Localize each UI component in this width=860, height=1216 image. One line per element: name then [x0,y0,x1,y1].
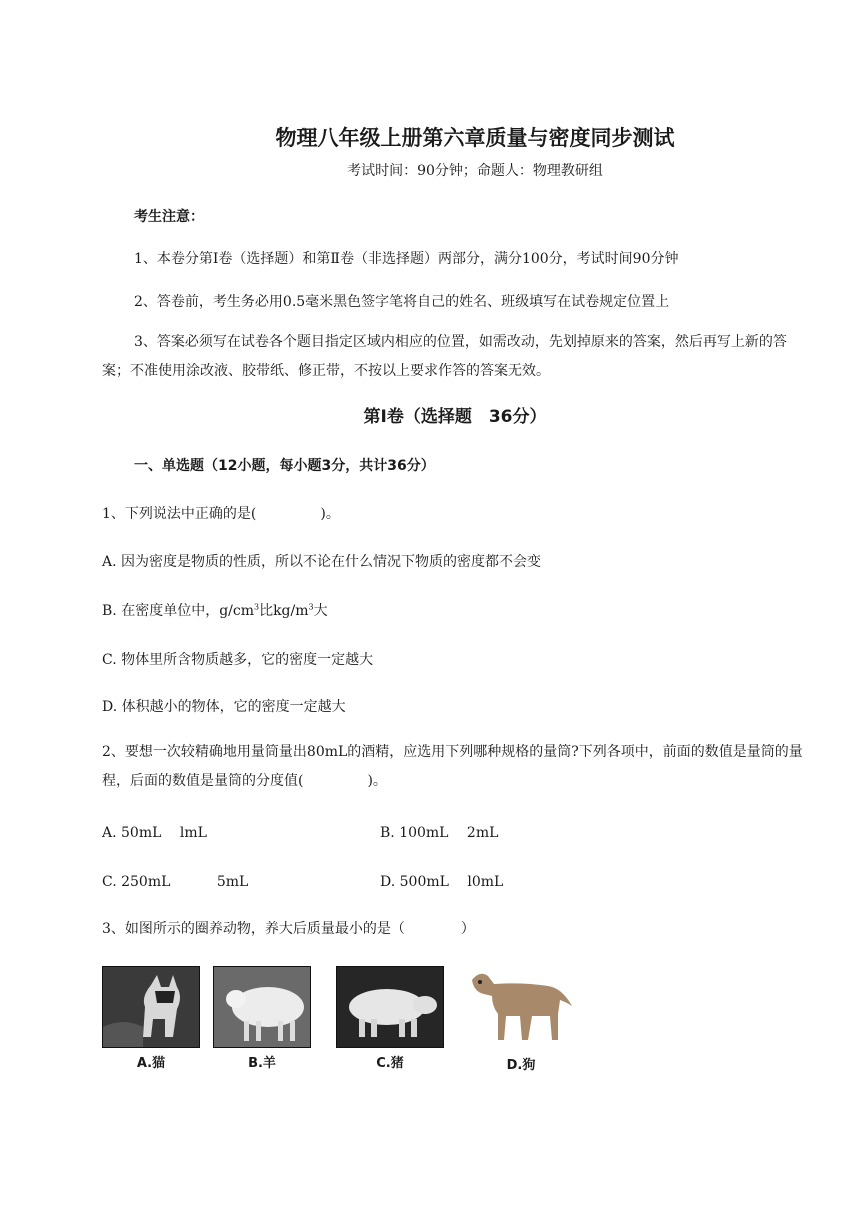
question-1-option-c: C. 物体里所含物质越多，它的密度一定越大 [102,652,374,668]
question-1-option-d: D. 体积越小的物体，它的密度一定越大 [102,699,346,715]
cat-icon [103,967,199,1047]
notice-item-2: 2、答卷前，考生务必用0.5毫米黑色签字笔将自己的姓名、班级填写在试卷规定位置上 [134,294,670,310]
pig-icon [337,967,443,1047]
question-1-stem-close: )。 [320,506,340,522]
part-title: 一、单选题（12小题，每小题3分，共计36分） [134,458,435,474]
animal-option-d [462,966,580,1073]
option-b-part1: B. 在密度单位中，g/cm [102,603,254,619]
pig-image [336,966,444,1048]
caption-c: C.猪 [376,1056,404,1071]
question-2-stem-text: 2、要想一次较精确地用量筒量出80mL的酒精，应选用下列哪种规格的量筒?下列各项中，前面的数值是量筒的量程，后面的数值是量筒的分度值( [102,744,803,789]
question-1-stem-text: 1、下列说法中正确的是( [102,506,257,522]
question-2-option-a: A. 50mL lmL [102,825,207,841]
page-title: 物理八年级上册第六章质量与密度同步测试 [275,126,675,150]
dog-icon [462,966,580,1046]
superscript-3: 3 [253,602,260,612]
notice-heading: 考生注意： [134,209,204,225]
question-2-stem-close: )。 [367,773,387,789]
question-2-stem [102,738,810,796]
sheep-image [213,966,311,1048]
superscript-3: 3 [308,602,314,612]
question-2-option-d: D. 500mL l0mL [380,874,504,890]
option-b-part2: 比kg/m [259,603,309,619]
caption-b: B.羊 [248,1056,276,1071]
animal-figure [102,966,582,1076]
option-b-part3: 大 [313,603,328,619]
animal-option-b [213,966,311,1071]
section-title: 第Ⅰ卷（选择题 36分） [363,407,547,427]
question-1-stem [102,503,340,523]
cat-image [102,966,200,1048]
animal-option-a [102,966,200,1071]
dog-image [462,966,580,1046]
notice-item-1: 1、本卷分第Ⅰ卷（选择题）和第Ⅱ卷（非选择题）两部分，满分100分，考试时间90分钟 [134,251,679,267]
animal-option-c [336,966,444,1071]
notice-item-3: 3、答案必须写在试卷各个题目指定区域内相应的位置，如需改动，先划掉原来的答案，然后再写上新的答案；不准使用涂改液、胶带纸、修正带，不按以上要求作答的答案无效。 [102,334,787,379]
question-2-option-b: B. 100mL 2mL [380,825,499,841]
question-1-option-a: A. 因为密度是物质的性质，所以不论在什么情况下物质的密度都不会变 [102,554,542,570]
caption-a: A.猫 [136,1056,166,1071]
question-1-option-b [102,600,328,620]
sheep-icon [214,967,311,1047]
question-2-option-c: C. 250mL 5mL [102,874,249,890]
caption-d: D.狗 [506,1058,536,1073]
question-3-stem: 3、如图所示的圈养动物，养大后质量最小的是（ ） [102,921,475,937]
exam-info: 考试时间：90分钟；命题人：物理教研组 [347,163,603,179]
